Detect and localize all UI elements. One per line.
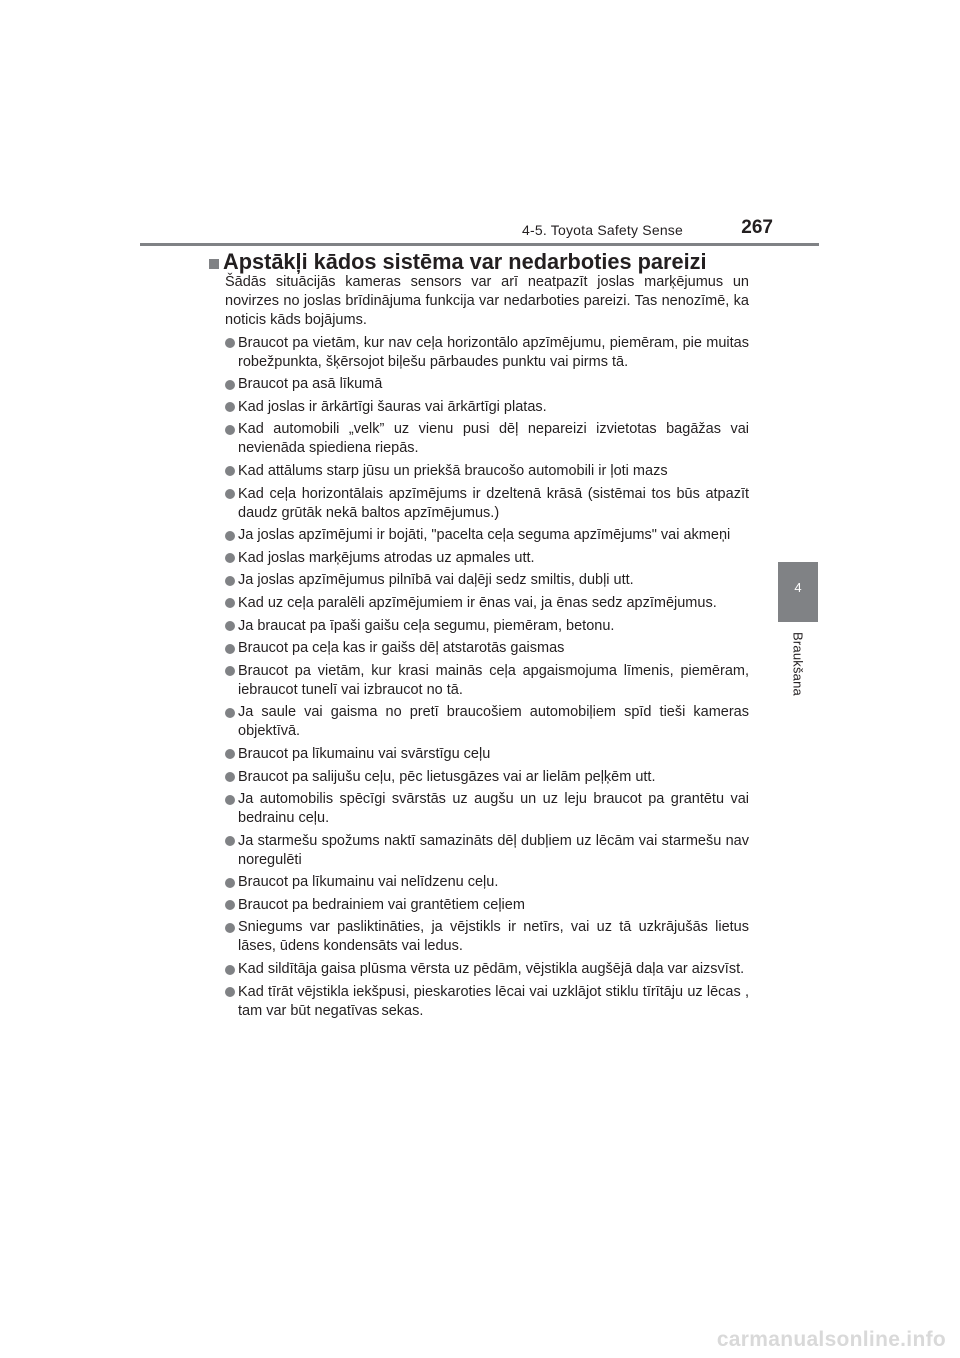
chapter-tab bbox=[778, 562, 818, 622]
list-item bbox=[209, 549, 749, 568]
section-intro: Šādās situācijās kameras sensors var arī neatpazīt joslas marķējumus un novirzes no joslas brīdinājuma funkcija var nedarboties pareizi. Tas nenozīmē, ka noticis kāds bojājums. bbox=[225, 274, 749, 328]
bullet-icon bbox=[225, 338, 235, 348]
list-item-text: Braucot pa vietām, kur nav ceļa horizontālo apzīmējumu, piemēram, pie muitas robežpunkta, šķērsojot biļešu pārbaudes punktu vai pirms tā. bbox=[238, 334, 749, 370]
list-item-text: Braucot pa bedrainiem vai grantētiem ceļiem bbox=[238, 896, 525, 913]
list-item-text: Kad attālums starp jūsu un priekšā braucošo automobili ir ļoti mazs bbox=[238, 462, 668, 479]
bullet-icon bbox=[225, 402, 235, 412]
list-item-text: Braucot pa līkumainu vai svārstīgu ceļu bbox=[238, 745, 491, 762]
list-item bbox=[209, 960, 749, 979]
bullet-icon bbox=[225, 598, 235, 608]
page-header bbox=[140, 215, 819, 247]
list-item-text: Kad uz ceļa paralēli apzīmējumiem ir ēnas vai, ja ēnas sedz apzīmējumus. bbox=[238, 594, 717, 611]
list-item bbox=[209, 485, 749, 523]
list-item bbox=[209, 334, 749, 372]
list-item-text: Kad joslas ir ārkārtīgi šauras vai ārkārtīgi platas. bbox=[238, 398, 547, 415]
section-heading bbox=[209, 249, 749, 274]
list-item bbox=[209, 983, 749, 1021]
bullet-icon bbox=[225, 987, 235, 997]
list-item bbox=[209, 375, 749, 394]
bullet-icon bbox=[225, 836, 235, 846]
list-item bbox=[209, 571, 749, 590]
bullet-icon bbox=[225, 466, 235, 476]
list-item-text: Kad tīrāt vējstikla iekšpusi, pieskaroties lēcai vai uzklājot stiklu tīrītāju uz lēcas , tam var būt negatīvas sekas. bbox=[238, 983, 749, 1019]
list-item-text: Braucot pa salijušu ceļu, pēc lietusgāzes vai ar lielām peļķēm utt. bbox=[238, 768, 656, 785]
list-item bbox=[209, 768, 749, 787]
list-item-text: Ja starmešu spožums naktī samazināts dēļ dubļiem uz lēcām vai starmešu nav noregulēti bbox=[238, 832, 749, 868]
list-item bbox=[209, 462, 749, 481]
list-item bbox=[209, 832, 749, 870]
page-number: 267 bbox=[741, 217, 773, 238]
list-item-text: Sniegums var pasliktināties, ja vējstikls ir netīrs, vai uz tā uzkrājušās lietus lāses, ūdens kondensāts vai ledus. bbox=[238, 919, 749, 955]
bullet-icon bbox=[225, 900, 235, 910]
list-item-text: Ja saule vai gaisma no pretī braucošiem automobiļiem spīd tieši kameras objektīvā. bbox=[238, 704, 749, 740]
list-item bbox=[209, 896, 749, 915]
bullet-icon bbox=[225, 708, 235, 718]
list-item bbox=[209, 790, 749, 828]
header-rule bbox=[140, 243, 819, 246]
list-item bbox=[209, 873, 749, 892]
list-item-text: Kad sildītāja gaisa plūsma vērsta uz pēdām, vējstikla augšējā daļa var aizsvīst. bbox=[238, 961, 745, 978]
list-item-text: Braucot pa asā līkumā bbox=[238, 376, 383, 393]
list-item bbox=[209, 639, 749, 658]
bullet-icon bbox=[225, 923, 235, 933]
watermark: carmanualsonline.info bbox=[716, 1328, 946, 1351]
list-item bbox=[209, 594, 749, 613]
list-item-text: Braucot pa ceļa kas ir gaišs dēļ atstarotās gaismas bbox=[238, 640, 565, 657]
list-item-text: Ja braucat pa īpaši gaišu ceļa segumu, piemēram, betonu. bbox=[238, 617, 615, 634]
conditions-list bbox=[209, 334, 749, 1021]
bullet-icon bbox=[225, 576, 235, 586]
bullet-icon bbox=[225, 965, 235, 975]
list-item-text: Ja joslas apzīmējumus pilnībā vai daļēji sedz smiltis, dubļi utt. bbox=[238, 572, 634, 589]
bullet-icon bbox=[225, 878, 235, 888]
chapter-tab-number: 4 bbox=[794, 580, 802, 595]
bullet-icon bbox=[225, 795, 235, 805]
list-item-text: Kad ceļa horizontālais apzīmējums ir dzeltenā krāsā (sistēmai tos būs atpazīt daudz grūtāk nekā baltos apzīmējumus.) bbox=[238, 485, 749, 521]
bullet-icon bbox=[225, 553, 235, 563]
bullet-icon bbox=[225, 531, 235, 541]
bullet-icon bbox=[225, 666, 235, 676]
bullet-icon bbox=[225, 489, 235, 499]
list-item bbox=[209, 398, 749, 417]
bullet-icon bbox=[225, 380, 235, 390]
chapter-tab-label: Braukšana bbox=[790, 632, 806, 696]
list-item bbox=[209, 745, 749, 764]
list-item bbox=[209, 526, 749, 545]
list-item-text: Kad automobili „velk” uz vienu pusi dēļ nepareizi izvietotas bagāžas vai nevienāda spiediena riepās. bbox=[238, 421, 749, 457]
list-item bbox=[209, 662, 749, 700]
bullet-icon bbox=[225, 621, 235, 631]
list-item-text: Ja joslas apzīmējumi ir bojāti, "pacelta ceļa seguma apzīmējums" vai akmeņi bbox=[238, 527, 731, 544]
list-item bbox=[209, 420, 749, 458]
list-item-text: Ja automobilis spēcīgi svārstās uz augšu un uz leju braucot pa grantētu vai bedrainu ceļu. bbox=[238, 791, 749, 827]
bullet-icon bbox=[225, 772, 235, 782]
bullet-icon bbox=[225, 749, 235, 759]
list-item-text: Kad joslas marķējums atrodas uz apmales utt. bbox=[238, 549, 535, 566]
header-section-title: 4-5. Toyota Safety Sense bbox=[522, 222, 683, 238]
list-item-text: Braucot pa vietām, kur krasi mainās ceļa apgaismojuma līmenis, piemēram, iebraucot tunelī vai izbraucot no tā. bbox=[238, 662, 749, 698]
section-title: Apstākļi kādos sistēma var nedarboties pareizi bbox=[223, 249, 707, 274]
bullet-icon bbox=[225, 425, 235, 435]
list-item bbox=[209, 703, 749, 741]
square-icon bbox=[209, 259, 219, 269]
list-item bbox=[209, 617, 749, 636]
page-content bbox=[209, 249, 749, 1021]
bullet-icon bbox=[225, 644, 235, 654]
list-item-text: Braucot pa līkumainu vai nelīdzenu ceļu. bbox=[238, 874, 499, 891]
list-item bbox=[209, 918, 749, 956]
